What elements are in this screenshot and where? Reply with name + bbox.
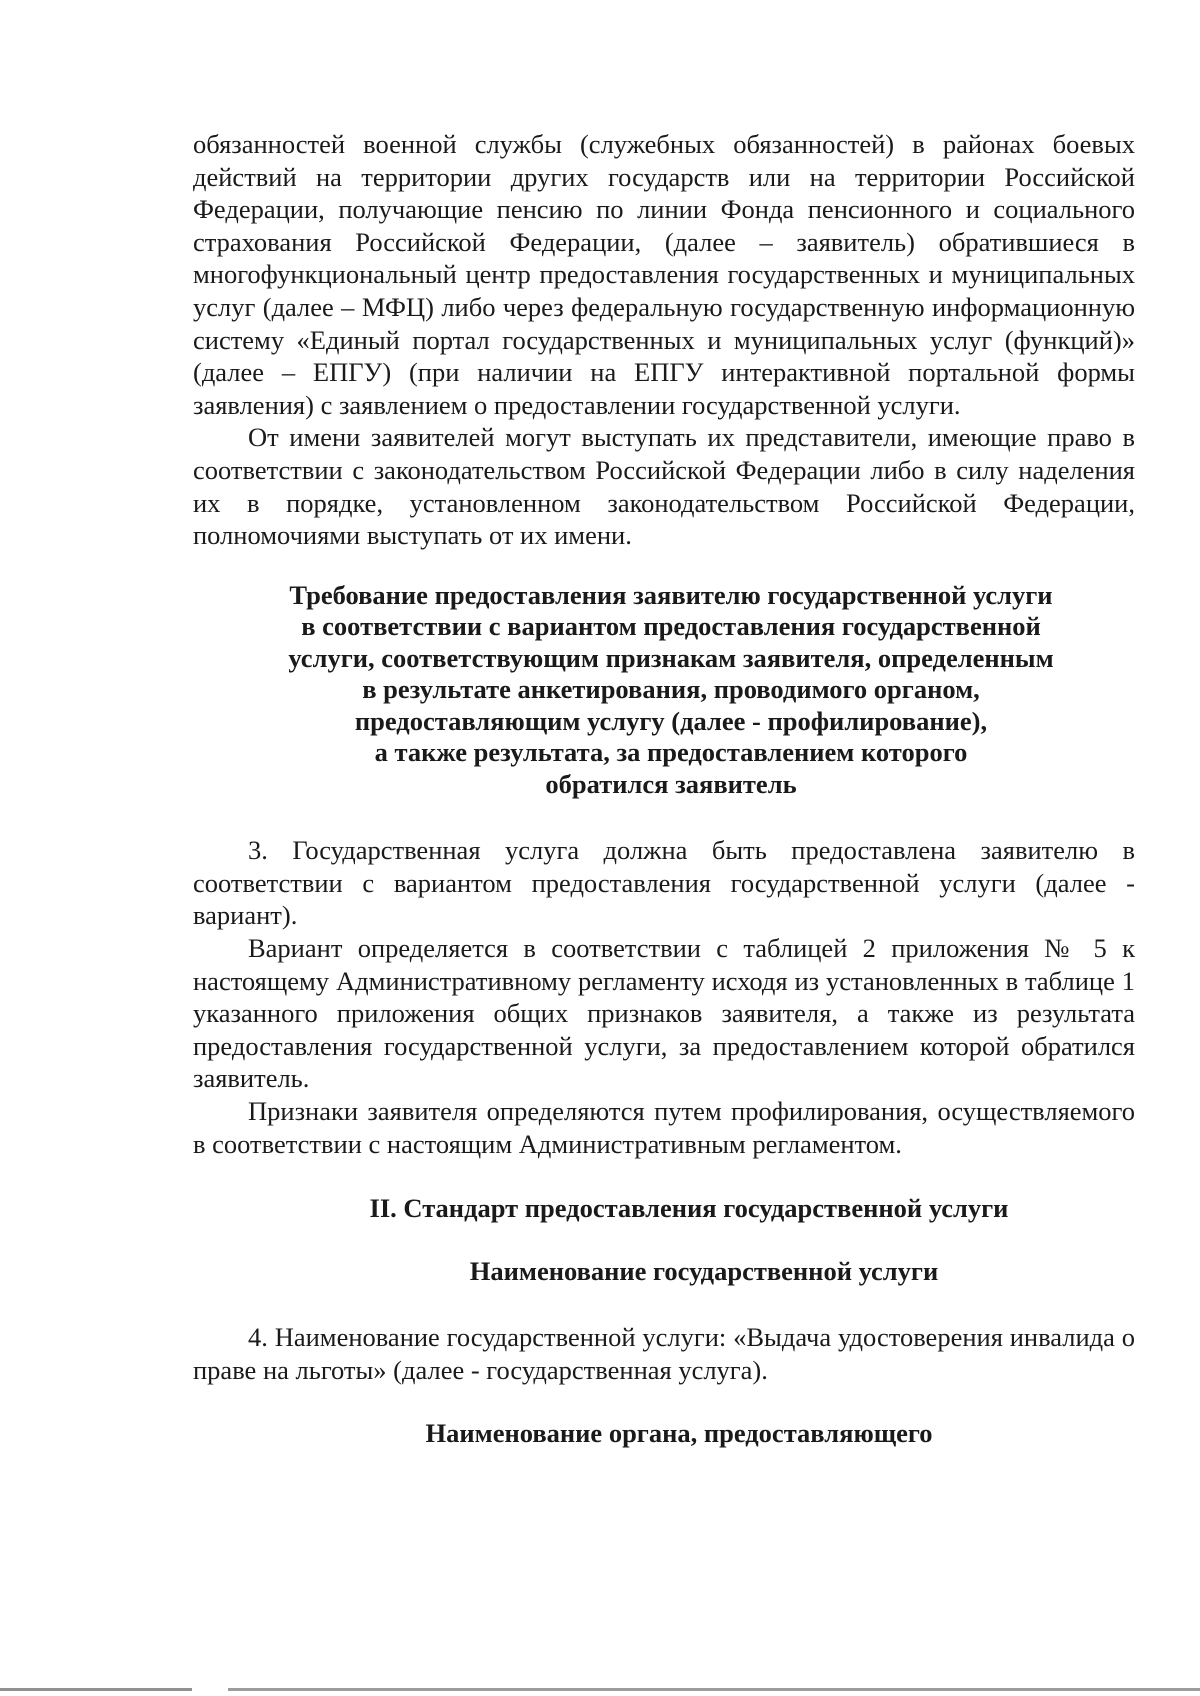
scan-edge-line bbox=[0, 1688, 1200, 1691]
document-body bbox=[193, 128, 1135, 1449]
heading-requirement-line: обратился заявитель bbox=[545, 768, 797, 799]
heading-service-name: Наименование государственной услуги bbox=[469, 1255, 939, 1286]
paragraph-representatives: От имени заявителей могут выступать их представители, имеющие право в соответствии с законодательством Российской Федерации либо в силу наделения их в порядке, установленном законодательством Российской Федерации, полномочиями выступать от их имени. bbox=[193, 422, 1135, 551]
heading-standard: II. Стандарт предоставления государственной услуги bbox=[369, 1193, 1009, 1224]
heading-requirement bbox=[193, 580, 1135, 801]
heading-requirement-line: предоставляющим услугу (далее - профилирование), bbox=[354, 705, 988, 736]
paragraph-applicants: обязанностей военной службы (служебных обязанностей) в районах боевых действий на территории других государств или на территории Российской Федерации, получающие пенсию по линии Фонда пенсионного и социального страхования Российской Федерации, (далее – заявитель) обратившиеся в многофункциональный центр предоставления государственных и муниципальных услуг (далее – МФЦ) либо через федеральную государственную информационную систему «Единый портал государственных и муниципальных услуг (функций)» (далее – ЕПГУ) (при наличии на ЕПГУ интерактивной портальной формы заявления) с заявлением о предоставлении государственной услуги. bbox=[193, 129, 1135, 420]
heading-requirement-line: а также результата, за предоставлением которого bbox=[374, 737, 968, 768]
paragraph-variant-definition: Вариант определяется в соответствии с таблицей 2 приложения № 5 к настоящему Административному регламенту исходя из установленных в таблице 1 указанного приложения общих признаков заявителя, а также из результата предоставления государственной услуги, за предоставлением которой обратился заявитель. bbox=[193, 933, 1135, 1094]
paragraph-service-name: 4. Наименование государственной услуги: «Выдача удостоверения инвалида о праве на льготы» (далее - государственная услуга). bbox=[193, 1322, 1135, 1385]
heading-requirement-line: в соответствии с вариантом предоставления государственной bbox=[301, 611, 1041, 642]
heading-requirement-line: Требование предоставления заявителю государственной услуги bbox=[289, 579, 1053, 610]
heading-requirement-line: в результате анкетирования, проводимого органом, bbox=[362, 674, 980, 705]
heading-requirement-line: услуги, соответствующим признакам заявителя, определенным bbox=[288, 642, 1054, 673]
heading-organ: Наименование органа, предоставляющего bbox=[425, 1417, 933, 1448]
paragraph-applicant-attributes: Признаки заявителя определяются путем профилирования, осуществляемого в соответствии с настоящим Административным регламентом. bbox=[193, 1095, 1135, 1159]
paragraph-variant-3: 3. Государственная услуга должна быть предоставлена заявителю в соответствии с вариантом предоставления государственной услуги (далее - вариант). bbox=[193, 835, 1135, 931]
